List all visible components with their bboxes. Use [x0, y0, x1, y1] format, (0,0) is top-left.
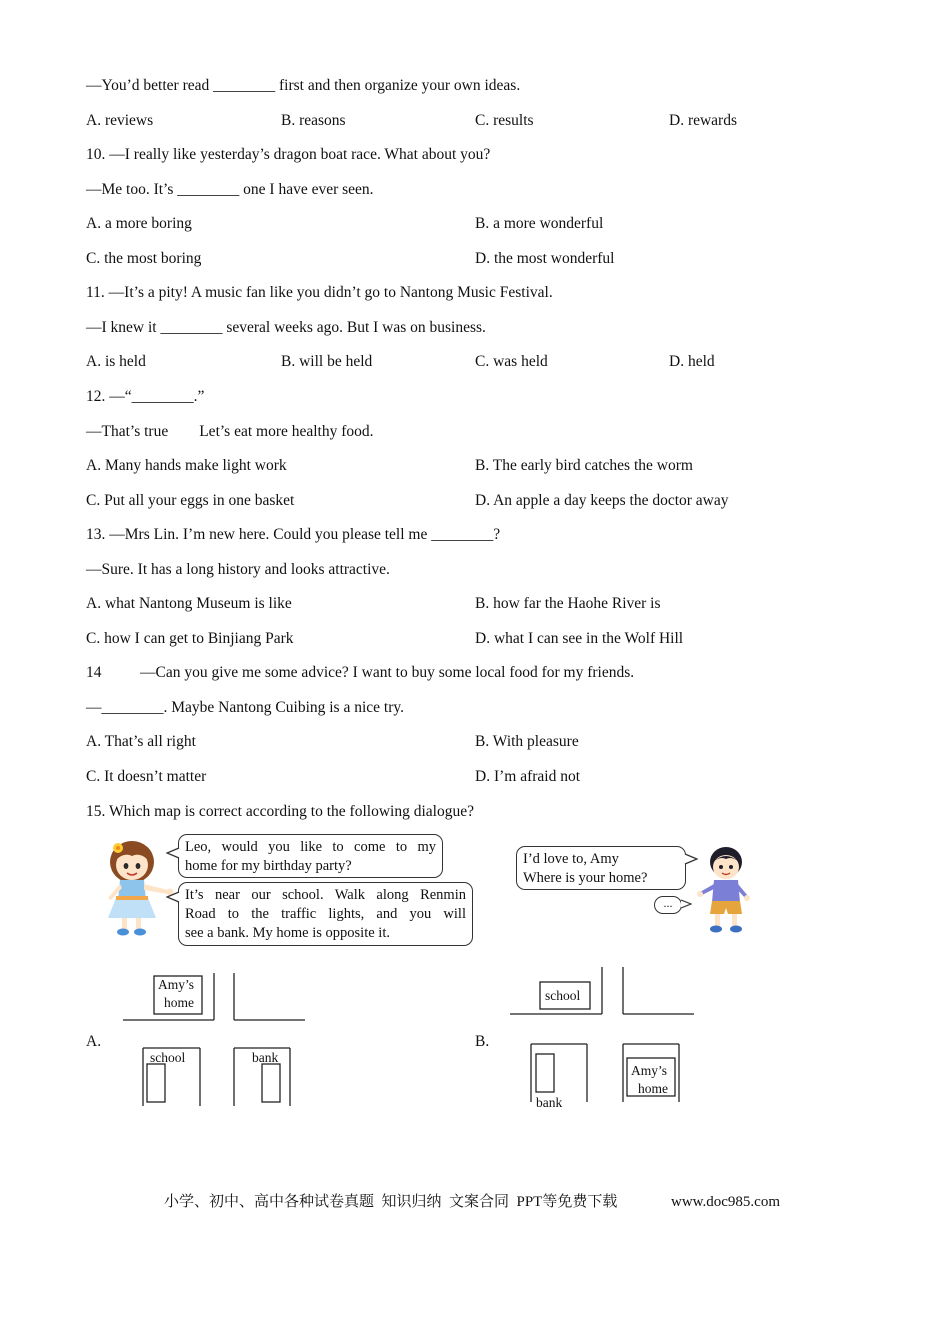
- map-a-bank-door: [262, 1064, 280, 1102]
- girl-bubble1-tail: [166, 846, 180, 860]
- q10-line2: —Me too. It’s ________ one I have ever seen.: [86, 181, 374, 198]
- q15-option-b-label[interactable]: B.: [475, 1033, 490, 1050]
- q14-option-c[interactable]: C. It doesn’t matter: [86, 768, 207, 785]
- q12-option-a[interactable]: A. Many hands make light work: [86, 457, 287, 474]
- map-b[interactable]: [505, 962, 699, 1110]
- footer-text: 小学、初中、高中各种试卷真题 知识归纳 文案合同 PPT等免费下载: [164, 1194, 618, 1210]
- q9-line: —You’d better read ________ first and then organize your own ideas.: [86, 77, 521, 94]
- map-a-school-label: school: [150, 1050, 186, 1065]
- girl-bubble1-line2: home for my birthday party?: [185, 858, 352, 874]
- q13-line2: —Sure. It has a long history and looks attractive.: [86, 561, 390, 578]
- q14-line2: —________. Maybe Nantong Cuibing is a nice try.: [86, 699, 404, 716]
- q14-option-d[interactable]: D. I’m afraid not: [475, 768, 581, 785]
- map-b-school-label: school: [545, 988, 581, 1003]
- q15-stem: 15. Which map is correct according to the following dialogue?: [86, 803, 474, 820]
- q10-option-b[interactable]: B. a more wonderful: [475, 215, 604, 232]
- girl-bubble2-line3: see a bank. My home is opposite it.: [185, 925, 390, 941]
- girl-bubble1-line1: Leo, would you like to come to my: [185, 839, 436, 855]
- q12-option-d[interactable]: D. An apple a day keeps the doctor away: [475, 492, 729, 509]
- q13-stem: 13. —Mrs Lin. I’m new here. Could you please tell me ________?: [86, 526, 501, 543]
- map-a[interactable]: [118, 968, 310, 1110]
- q11-line2: —I knew it ________ several weeks ago. But I was on business.: [86, 319, 486, 336]
- map-b-bank-label: bank: [536, 1095, 563, 1110]
- q11-stem: 11. —It’s a pity! A music fan like you didn’t go to Nantong Music Festival.: [86, 284, 553, 301]
- map-a-bank-label: bank: [252, 1050, 279, 1065]
- q11-option-a[interactable]: A. is held: [86, 353, 146, 370]
- q9-option-d[interactable]: D. rewards: [669, 112, 738, 129]
- map-a-home-label-2: home: [164, 995, 194, 1010]
- footer-url[interactable]: www.doc985.com: [671, 1194, 781, 1210]
- q13-option-c[interactable]: C. how I can get to Binjiang Park: [86, 630, 294, 647]
- girl-bubble2-tail: [166, 890, 180, 904]
- q11-option-d[interactable]: D. held: [669, 353, 715, 370]
- boy-bubble1-line1: I’d love to, Amy: [523, 851, 619, 867]
- q13-option-d[interactable]: D. what I can see in the Wolf Hill: [475, 630, 684, 647]
- q13-option-a[interactable]: A. what Nantong Museum is like: [86, 595, 292, 612]
- q9-option-b[interactable]: B. reasons: [281, 112, 346, 129]
- boy-speech-bubble-2: ...: [654, 896, 682, 914]
- map-b-home-label-1: Amy’s: [631, 1063, 668, 1078]
- q10-option-a[interactable]: A. a more boring: [86, 215, 192, 232]
- q11-option-c[interactable]: C. was held: [475, 353, 548, 370]
- boy-illustration: [694, 844, 756, 936]
- girl-bubble2-line1: It’s near our school. Walk along Renmin: [185, 887, 466, 903]
- q14-number: 14: [86, 664, 102, 681]
- q14-option-a[interactable]: A. That’s all right: [86, 733, 196, 750]
- girl-speech-bubble-2: [178, 882, 473, 946]
- q12-option-c[interactable]: C. Put all your eggs in one basket: [86, 492, 295, 509]
- q11-option-b[interactable]: B. will be held: [281, 353, 373, 370]
- q12-option-b[interactable]: B. The early bird catches the worm: [475, 457, 693, 474]
- map-a-school-door: [147, 1064, 165, 1102]
- map-b-bank-door: [536, 1054, 554, 1092]
- q15-option-a-label[interactable]: A.: [86, 1033, 102, 1050]
- map-a-home-label-1: Amy’s: [158, 977, 195, 992]
- boy-speech-bubble-1: [516, 846, 686, 890]
- q12-stem: 12. —“________.”: [86, 388, 205, 405]
- q9-option-a[interactable]: A. reviews: [86, 112, 154, 129]
- q10-option-c[interactable]: C. the most boring: [86, 250, 202, 267]
- q14-stem: —Can you give me some advice? I want to buy some local food for my friends.: [140, 664, 635, 681]
- girl-speech-bubble-1: [178, 834, 443, 878]
- q9-option-c[interactable]: C. results: [475, 112, 534, 129]
- q10-option-d[interactable]: D. the most wonderful: [475, 250, 615, 267]
- girl-bubble2-line2: Road to the traffic lights, and you will: [185, 906, 466, 922]
- boy-bubble2-tail: [680, 898, 692, 910]
- q12-line2: —That’s true Let’s eat more healthy food.: [86, 423, 374, 440]
- q14-option-b[interactable]: B. With pleasure: [475, 733, 579, 750]
- q13-option-b[interactable]: B. how far the Haohe River is: [475, 595, 661, 612]
- map-b-home-label-2: home: [638, 1081, 668, 1096]
- q10-stem: 10. —I really like yesterday’s dragon boat race. What about you?: [86, 146, 491, 163]
- boy-bubble1-line2: Where is your home?: [523, 870, 648, 886]
